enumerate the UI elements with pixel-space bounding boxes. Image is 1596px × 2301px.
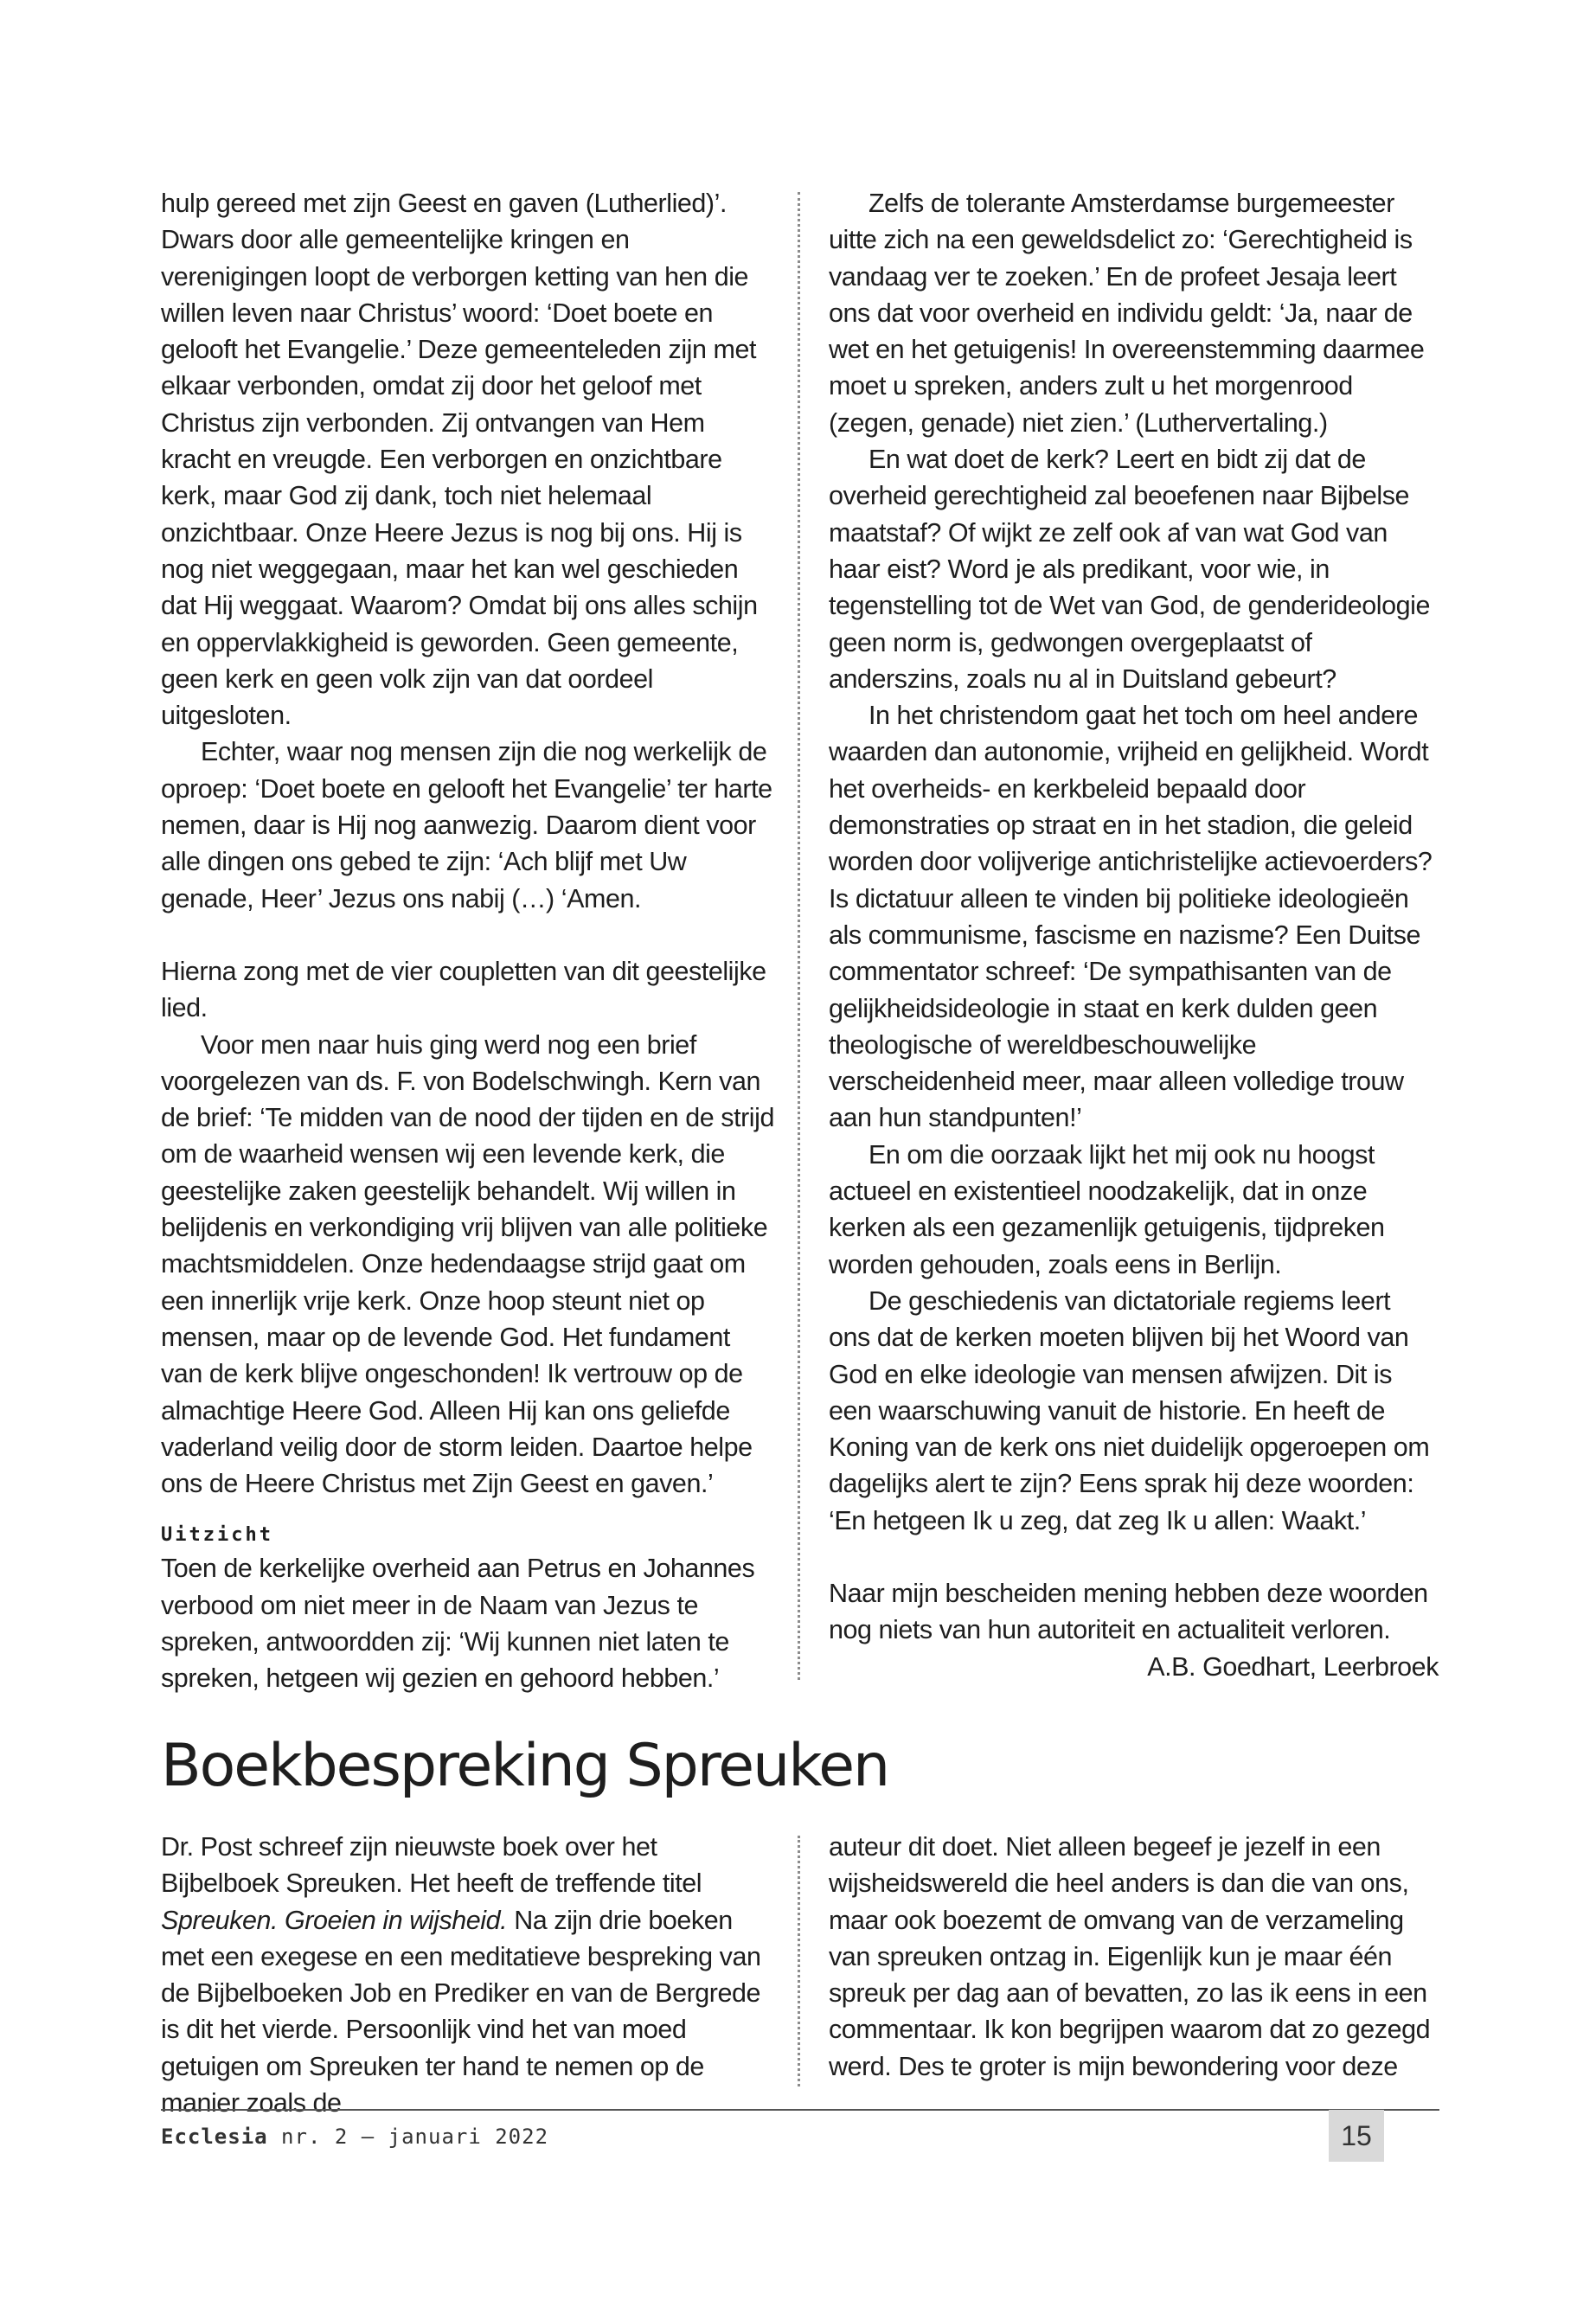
section-subheading: Uitzicht [161,1524,273,1547]
book-title: Spreuken. Groeien in wijsheid. [161,1905,508,1935]
column-divider [798,1836,800,2086]
paragraph: Echter, waar nog mensen zijn die nog werkelijk de oproep: ‘Doet boete en gelooft het Evangelie’ ter harte nemen, daar is Hij nog aanwezig. Daarom dient voor alle dingen ons gebed te zijn: ‘Ach blijf met Uw genade, Heer’ Jezus ons nabij (…) ‘Amen. [161,737,772,913]
paragraph: Hierna zong met de vier coupletten van dit geestelijke lied. [161,956,766,1023]
paragraph: Voor men naar huis ging werd nog een brief voorgelezen van ds. F. von Bodelschwingh. Kern van de brief: ‘Te midden van de nood der tijden en de strijd om de waarheid wensen wij een levende kerk, die geestelijke zaken geestelijk behandelt. Wij willen in belijdenis en verkondiging vrij blijven van alle politieke machtsmiddelen. Onze hedendaagse strijd gaat om een innerlijk vrije kerk. Onze hoop steunt niet op mensen, maar op de levende God. Het fundament van de kerk blijve ongeschonden! Ik vertrouw op de almachtige Heere God. Alleen Hij kan ons geliefde vaderland veilig door de storm leiden. Daartoe helpe ons de Heere Christus met Zijn Geest en gaven.’ [161,1029,774,1499]
article2-left-column [161,1829,777,2121]
issue-info: nr. 2 — januari 2022 [281,2125,549,2149]
magazine-name: Ecclesia [161,2125,268,2149]
paragraph: De geschiedenis van dictatoriale regiems leert ons dat de kerken moeten blijven bij het Woord van God en elke ideologie van mensen afwijzen. Dit is een waarschuwing vanuit de historie. En heeft de Koning van de kerk ons niet duidelijk opgeroepen om dagelijks alert te zijn? Eens sprak hij deze woorden: ‘En hetgeen Ik u zeg, dat zeg Ik u allen: Waakt.’ [829,1285,1430,1535]
paragraph: En wat doet de kerk? Leert en bidt zij dat de overheid gerechtigheid zal beoefenen naar Bijbelse maatstaf? Of wijkt ze zelf ook af van wat God van haar eist? Word je als predikant, voor wie, in tegenstelling tot de Wet van God, de genderideologie geen norm is, gedwongen overgeplaatst of anderszins, zoals nu al in Duitsland gebeurt? [829,445,1430,694]
text-run: Na zijn drie boeken met een exegese en een meditatieve bespreking van de Bijbelboeken Job en Prediker en van de Bergrede is dit het vierde. Persoonlijk vind het van moed getuigen om Spreuken ter hand te nemen op de manier zoals de [161,1905,761,2118]
footer-rule [161,2109,1439,2111]
paragraph: hulp gereed met zijn Geest en gaven (Lutherlied)’. Dwars door alle gemeentelijke kringen en verenigingen loopt de verborgen ketting van hen die willen leven naar Christus’ woord: ‘Doet boete en gelooft het Evangelie.’ Deze gemeenteleden zijn met elkaar verbonden, omdat zij door het geloof met Christus zijn verbonden. Zij ontvangen van Hem kracht en vreugde. Een verborgen en onzichtbare kerk, maar God zij dank, toch niet helemaal onzichtbaar. Onze Heere Jezus is nog bij ons. Hij is nog niet weggegaan, maar het kan wel geschieden dat Hij weggaat. Waarom? Omdat bij ons alles schijn en oppervlakkigheid is geworden. Geen gemeente, geen kerk en geen volk zijn van dat oordeel uitgesloten. [161,189,758,731]
paragraph [161,1829,777,2121]
paragraph: En om die oorzaak lijkt het mij ook nu hoogst actueel en existentieel noodzakelijk, dat in onze kerken als een gezamenlijk getuigenis, tijdpreken worden gehouden, zoals eens in Berlijn. [829,1139,1385,1279]
article-title: Boekbespreking Spreuken [161,1732,889,1800]
article2-right-column [829,1829,1439,2085]
text-run: Dr. Post schreef zijn nieuwste boek over het Bijbelboek Spreuken. Het heeft de treffende titel [161,1832,702,1899]
paragraph: auteur dit doet. Niet alleen begeef je jezelf in een wijsheidswereld die heel anders is dan die van ons, maar ook boezemt de omvang van de verzameling van spreuken ontzag in. Eigenlijk kun je maar één spreuk per dag aan of bevatten, zo las ik eens in een commentaar. Ik kon begrijpen waarom dat zo gezegd werd. Des te groter is mijn bewondering voor deze [829,1832,1431,2081]
footer-publication [161,2125,548,2149]
article1-left-column [161,185,777,1697]
paragraph: Toen de kerkelijke overheid aan Petrus en Johannes verbood om niet meer in de Naam van Jezus te spreken, antwoordden zij: ‘Wij kunnen niet laten te spreken, hetgeen wij gezien en gehoord hebben.’ [161,1554,755,1694]
paragraph: Zelfs de tolerante Amsterdamse burgemeester uitte zich na een geweldsdelict zo: ‘Gerechtigheid is vandaag ver te zoeken.’ En de profeet Jesaja leert ons dat voor overheid en individu geldt: ‘Ja, naar de wet en het getuigenis! In overeenstemming daarmee moet u spreken, anders zult u het morgenrood (zegen, genade) niet zien.’ (Luthervertaling.) [829,189,1425,438]
article1-right-column [829,185,1439,1685]
paragraph: Naar mijn bescheiden mening hebben deze woorden nog niets van hun autoriteit en actualiteit verloren. [829,1578,1428,1645]
page-number: 15 [1329,2110,1384,2162]
column-divider [798,192,800,1680]
paragraph: In het christendom gaat het toch om heel andere waarden dan autonomie, vrijheid en gelijkheid. Wordt het overheids- en kerkbeleid bepaald door demonstraties op straat en in het stadion, die geleid worden door volijverige antichristelijke actievoerders? Is dictatuur alleen te vinden bij politieke ideologieën als communisme, fascisme en nazisme? Een Duitse commentator schreef: ‘De sympathisanten van de gelijkheidsideologie in staat en kerk dulden geen theologische of wereldbeschouwelijke verscheidenheid meer, maar alleen volledige trouw aan hun standpunten!’ [829,701,1433,1133]
author-signature: A.B. Goedhart, Leerbroek [1147,1651,1439,1682]
